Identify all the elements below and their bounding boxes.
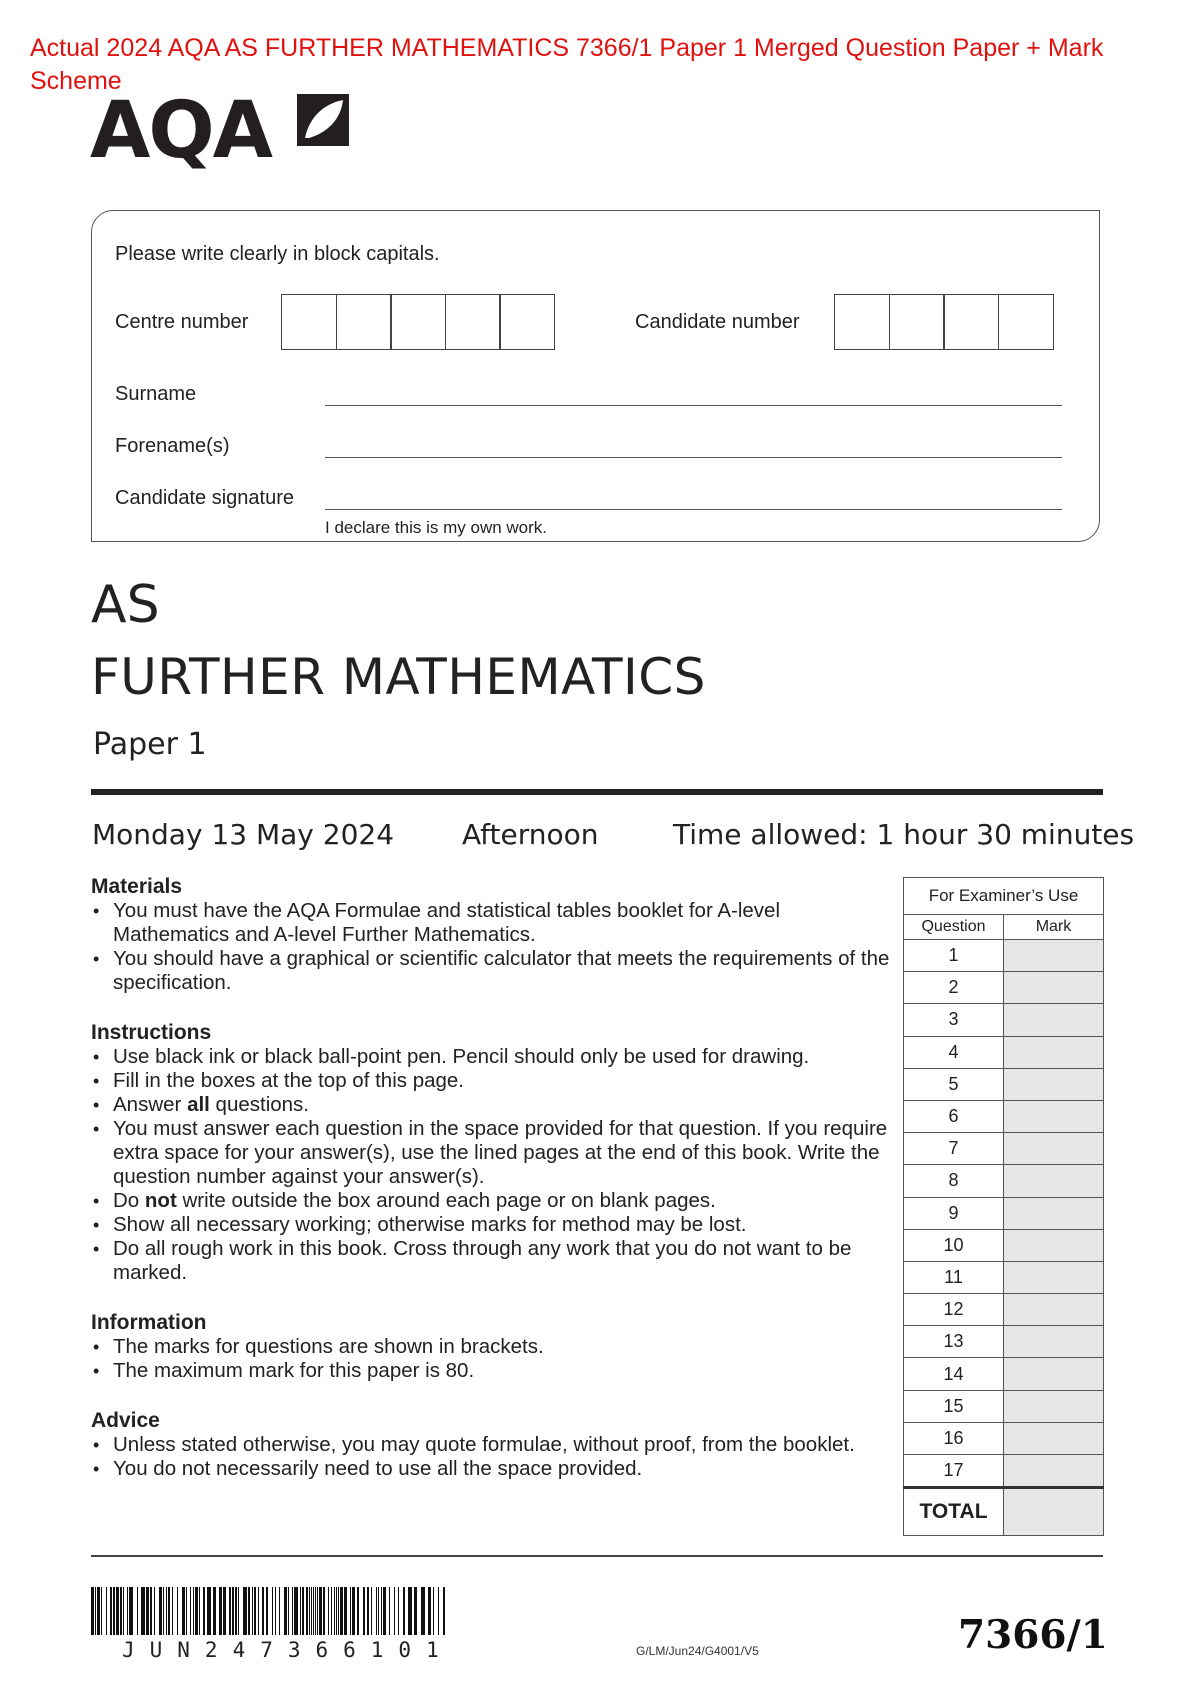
advice-heading: Advice xyxy=(91,1409,160,1432)
mark-cell xyxy=(1004,1133,1104,1165)
table-row xyxy=(904,1455,1104,1488)
centre-number-digit[interactable] xyxy=(281,294,337,350)
mark-cell xyxy=(1004,1036,1104,1068)
examiner-table-title: For Examiner’s Use xyxy=(904,878,1104,915)
signature-field[interactable] xyxy=(325,509,1062,510)
mark-cell xyxy=(1004,1422,1104,1454)
list-item: • Fill in the boxes at the top of this page. xyxy=(91,1069,891,1093)
candidate-number-label: Candidate number xyxy=(635,311,800,333)
question-number: 17 xyxy=(904,1455,1004,1488)
candidate-number-digit[interactable] xyxy=(834,294,890,350)
mark-cell xyxy=(1004,940,1104,972)
table-row xyxy=(904,1133,1104,1165)
exam-date: Monday 13 May 2024 xyxy=(92,818,395,851)
information-heading: Information xyxy=(91,1311,207,1334)
mark-cell xyxy=(1004,1358,1104,1390)
mark-cell xyxy=(1004,1326,1104,1358)
list-item: • Unless stated otherwise, you may quote formulae, without proof, from the booklet. xyxy=(91,1433,891,1457)
instructions-list xyxy=(91,1045,891,1285)
table-row xyxy=(904,1358,1104,1390)
table-row xyxy=(904,1165,1104,1197)
table-row xyxy=(904,1229,1104,1261)
centre-number-boxes[interactable] xyxy=(281,294,555,350)
list-item: • You should have a graphical or scientific calculator that meets the requirements of the specification. xyxy=(91,947,891,995)
list-item: • Do all rough work in this book. Cross through any work that you do not want to be marked. xyxy=(91,1237,891,1285)
signature-label: Candidate signature xyxy=(115,487,295,509)
question-number: 5 xyxy=(904,1068,1004,1100)
question-number: 2 xyxy=(904,972,1004,1004)
mark-cell xyxy=(1004,1100,1104,1132)
footer-divider xyxy=(91,1555,1103,1557)
mark-cell xyxy=(1004,1229,1104,1261)
candidate-number-digit[interactable] xyxy=(943,294,999,350)
mark-cell xyxy=(1004,1197,1104,1229)
question-number: 11 xyxy=(904,1261,1004,1293)
table-row xyxy=(904,1326,1104,1358)
instructions-heading: Instructions xyxy=(91,1021,212,1044)
table-row xyxy=(904,1100,1104,1132)
paper-code: 7366/1 xyxy=(958,1612,1108,1658)
time-allowed: Time allowed: 1 hour 30 minutes xyxy=(673,818,1135,851)
table-row xyxy=(904,1068,1104,1100)
mark-cell xyxy=(1004,972,1104,1004)
forename-field[interactable] xyxy=(325,457,1062,458)
list-item: • You must answer each question in the space provided for that question. If you require extra space for your answer(s), use the lined pages at the end of this book. Write the question number against your answer(s). xyxy=(91,1117,891,1189)
table-row xyxy=(904,940,1104,972)
mark-cell xyxy=(1004,1261,1104,1293)
question-number: 15 xyxy=(904,1390,1004,1422)
list-item: • You must have the AQA Formulae and statistical tables booklet for A-level Mathematics and A-level Further Mathematics. xyxy=(91,899,891,947)
list-item: • The maximum mark for this paper is 80. xyxy=(91,1359,891,1383)
question-number: 4 xyxy=(904,1036,1004,1068)
total-mark-cell xyxy=(1004,1488,1104,1536)
table-row xyxy=(904,1197,1104,1229)
candidate-number-digit[interactable] xyxy=(889,294,945,350)
centre-number-digit[interactable] xyxy=(336,294,392,350)
question-number: 6 xyxy=(904,1100,1004,1132)
list-item: • Show all necessary working; otherwise marks for method may be lost. xyxy=(91,1213,891,1237)
centre-number-digit[interactable] xyxy=(390,294,446,350)
question-number: 16 xyxy=(904,1422,1004,1454)
table-row xyxy=(904,1036,1104,1068)
list-item: • Answer all questions. xyxy=(91,1093,891,1117)
header-divider xyxy=(91,789,1103,795)
question-number: 1 xyxy=(904,940,1004,972)
list-item: • Use black ink or black ball-point pen. Pencil should only be used for drawing. xyxy=(91,1045,891,1069)
centre-number-digit[interactable] xyxy=(445,294,501,350)
qualification-level: AS xyxy=(91,575,160,635)
table-row xyxy=(904,972,1104,1004)
materials-list xyxy=(91,899,891,995)
forename-label: Forename(s) xyxy=(115,435,230,457)
block-capitals-instruction: Please write clearly in block capitals. xyxy=(115,243,440,265)
mark-cell xyxy=(1004,1004,1104,1036)
list-item: • You do not necessarily need to use all the space provided. xyxy=(91,1457,891,1481)
mark-cell xyxy=(1004,1390,1104,1422)
table-row xyxy=(904,1004,1104,1036)
candidate-number-digit[interactable] xyxy=(998,294,1054,350)
question-number: 14 xyxy=(904,1358,1004,1390)
table-row xyxy=(904,1294,1104,1326)
paper-number: Paper 1 xyxy=(93,727,207,762)
mark-cell xyxy=(1004,1068,1104,1100)
question-number: 12 xyxy=(904,1294,1004,1326)
list-item: • The marks for questions are shown in brackets. xyxy=(91,1335,891,1359)
total-label: TOTAL xyxy=(904,1488,1004,1536)
table-row xyxy=(904,1261,1104,1293)
information-list xyxy=(91,1335,891,1383)
question-number: 10 xyxy=(904,1229,1004,1261)
question-number: 3 xyxy=(904,1004,1004,1036)
examiner-use-table xyxy=(903,877,1104,1536)
subject-title: FURTHER MATHEMATICS xyxy=(91,648,706,706)
mark-cell xyxy=(1004,1455,1104,1488)
surname-label: Surname xyxy=(115,383,197,405)
question-number: 8 xyxy=(904,1165,1004,1197)
logo-text: AQA xyxy=(90,86,272,176)
question-number: 7 xyxy=(904,1133,1004,1165)
barcode-icon xyxy=(91,1587,451,1635)
examiner-table-body xyxy=(904,940,1104,1488)
materials-heading: Materials xyxy=(91,875,183,898)
aqa-leaf-icon xyxy=(295,92,351,148)
mark-cell xyxy=(1004,1165,1104,1197)
mark-cell xyxy=(1004,1294,1104,1326)
advice-list xyxy=(91,1433,891,1481)
candidate-details-box xyxy=(91,210,1100,542)
question-column-header: Question xyxy=(904,915,1004,940)
question-number: 13 xyxy=(904,1326,1004,1358)
candidate-number-boxes[interactable] xyxy=(834,294,1054,350)
exam-session: Afternoon xyxy=(462,818,599,851)
document-reference: G/LM/Jun24/G4001/V5 xyxy=(636,1644,759,1658)
aqa-logo xyxy=(90,86,272,176)
document-banner: Actual 2024 AQA AS FURTHER MATHEMATICS 7366/1 Paper 1 Merged Question Paper + Mark Scheme xyxy=(30,34,1104,95)
centre-number-label: Centre number xyxy=(115,311,249,333)
table-row xyxy=(904,1390,1104,1422)
centre-number-digit[interactable] xyxy=(499,294,555,350)
list-item: • Do not write outside the box around each page or on blank pages. xyxy=(91,1189,891,1213)
instructions-column xyxy=(91,875,891,1507)
surname-field[interactable] xyxy=(325,405,1062,406)
table-row xyxy=(904,1422,1104,1454)
mark-column-header: Mark xyxy=(1004,915,1104,940)
barcode-number: JUN247366101 xyxy=(122,1638,454,1662)
question-number: 9 xyxy=(904,1197,1004,1229)
declaration-text: I declare this is my own work. xyxy=(325,518,548,537)
